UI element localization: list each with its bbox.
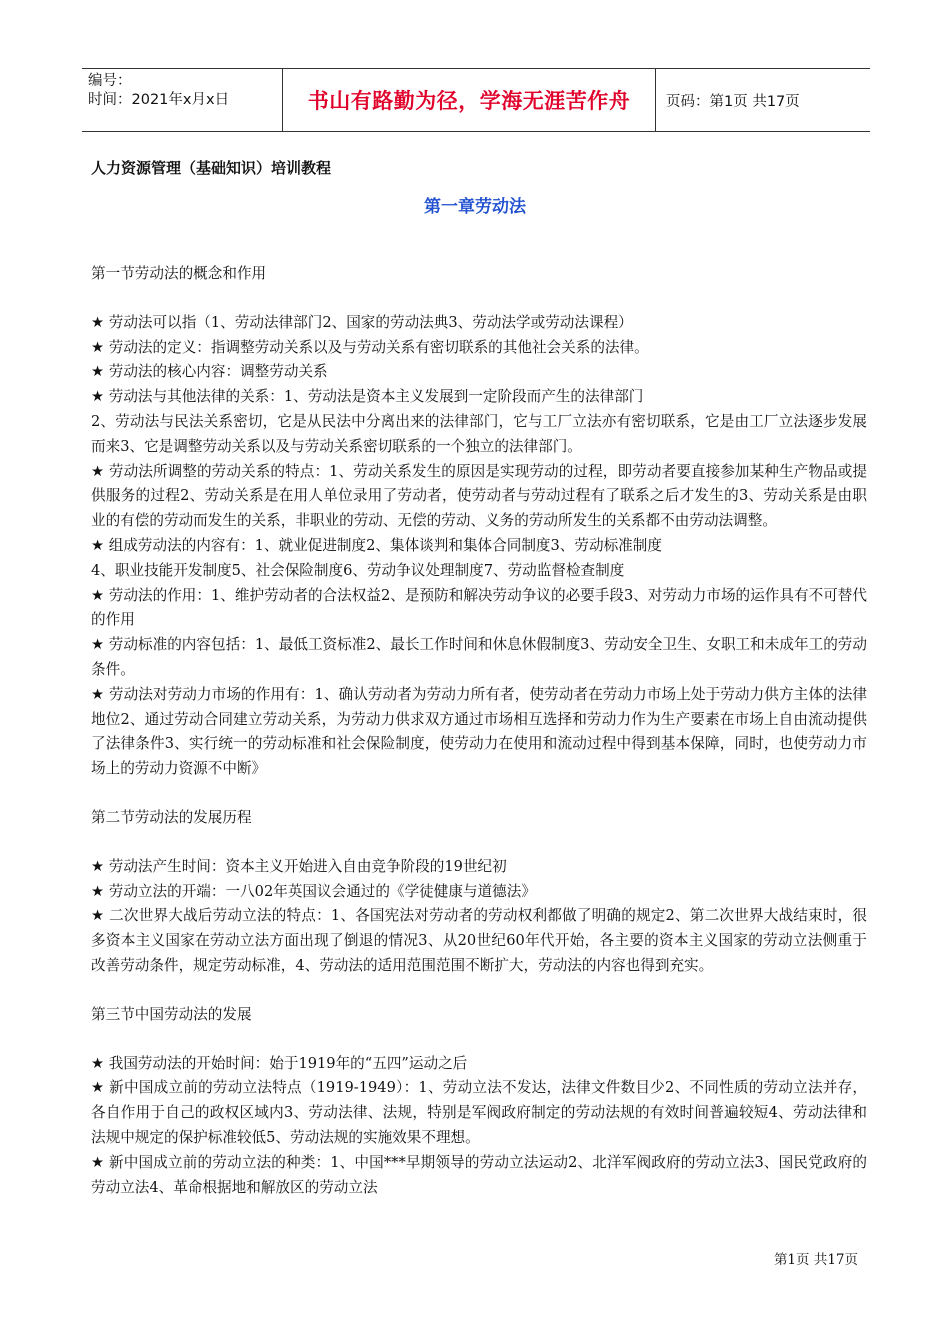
star-icon: ★: [91, 907, 105, 925]
paragraph: ★ 二次世界大战后劳动立法的特点：1、各国宪法对劳动者的劳动权利都做了明确的规定2、第二次世界大战结束时，很多资本主义国家在劳动立法方面出现了倒退的情况3、从20世纪60年代开始，各主要的资本主义国家的劳动立法侧重于改善劳动条件，规定劳动标准，4、劳动法的适用范围范围不断扩大，劳动法的内容也得到充实。: [91, 907, 867, 974]
paragraph: 4、职业技能开发制度5、社会保险制度6、劳动争议处理制度7、劳动监督检查制度: [91, 561, 625, 579]
star-icon: ★: [91, 462, 105, 480]
paragraph: ★ 劳动法的作用：1、维护劳动者的合法权益2、是预防和解决劳动争议的必要手段3、对劳动力市场的运作具有不可替代的作用: [91, 586, 868, 629]
paragraph: 2、劳动法与民法关系密切，它是从民法中分离出来的法律部门，它与工厂立法亦有密切联系，它是由工厂立法逐步发展而来3、它是调整劳动关系以及与劳动关系密切联系的一个独立的法律部门。: [91, 412, 867, 455]
star-icon: ★: [91, 857, 105, 875]
motto: 书山有路勤为径，学海无涯苦作舟: [282, 69, 656, 131]
header-left-cell: [82, 69, 282, 131]
section-3: [91, 1003, 867, 1201]
paragraph: ★ 劳动标准的内容包括：1、最低工资标准2、最长工作时间和休息休假制度3、劳动安全卫生、女职工和未成年工的劳动条件。: [91, 636, 868, 678]
paragraph: ★ 劳动法对劳动力市场的作用有：1、确认劳动者为劳动力所有者，使劳动者在劳动力市场上处于劳动力供方主体的法律地位2、通过劳动合同建立劳动关系，为劳动力供求双方通过市场相互选择和劳动力作为生产要素在市场上自由流动提供了法律条件3、实行统一的劳动标准和社会保险制度，使劳动力在使用和流动过程中得到基本保障，同时，也使劳动力市场上的劳动力资源不中断》: [91, 685, 867, 778]
paragraph: ★ 劳动法可以指（1、劳动法律部门2、国家的劳动法典3、劳动法学或劳动法课程）: [91, 313, 633, 331]
star-icon: ★: [91, 882, 105, 900]
paragraph: ★ 新中国成立前的劳动立法特点（1919-1949）：1、劳动立法不发达，法律文件数目少2、不同性质的劳动立法并存，各自作用于自己的政权区域内3、劳动法律、法规，特别是军阀政府制定的劳动法规的有效时间普遍较短4、劳动法律和法规中规定的保护标准较低5、劳动法规的实施效果不理想。: [91, 1079, 867, 1146]
paragraph: ★ 我国劳动法的开始时间：始于1919年的“五四”运动之后: [91, 1054, 468, 1072]
document-body: [91, 262, 867, 1200]
number-label: 编号：: [88, 73, 132, 89]
star-icon: ★: [91, 388, 105, 406]
paragraph: ★ 劳动法与其他法律的关系：1、劳动法是资本主义发展到一定阶段而产生的法律部门: [91, 388, 644, 406]
section-2: [91, 806, 867, 979]
date-label: 时间：2021年x月x日: [88, 92, 230, 108]
star-icon: ★: [91, 313, 105, 331]
star-icon: ★: [91, 586, 105, 604]
page-footer: 第1页 共17页: [773, 1252, 858, 1268]
paragraph: ★ 劳动法的定义：指调整劳动关系以及与劳动关系有密切联系的其他社会关系的法律。: [91, 338, 649, 356]
paragraph: ★ 组成劳动法的内容有：1、就业促进制度2、集体谈判和集体合同制度3、劳动标准制度: [91, 536, 662, 554]
section-heading: 第一节劳动法的概念和作用: [91, 265, 267, 282]
star-icon: ★: [91, 363, 105, 381]
chapter-title: 第一章劳动法: [424, 197, 526, 217]
document-title: 人力资源管理（基础知识）培训教程: [91, 159, 332, 177]
star-icon: ★: [91, 685, 105, 703]
section-1: [91, 262, 867, 782]
star-icon: ★: [91, 1153, 105, 1171]
paragraph: ★ 劳动法的核心内容：调整劳动关系: [91, 363, 328, 381]
section-heading: 第三节中国劳动法的发展: [91, 1005, 252, 1023]
paragraph: ★ 新中国成立前的劳动立法的种类：1、中国***早期领导的劳动立法运动2、北洋军阀政府的劳动立法3、国民党政府的劳动立法4、革命根据地和解放区的劳动立法: [91, 1153, 867, 1196]
header-table: [82, 68, 870, 132]
paragraph: ★ 劳动法所调整的劳动关系的特点：1、劳动关系发生的原因是实现劳动的过程，即劳动者要直接参加某种生产物品或提供服务的过程2、劳动关系是在用人单位录用了劳动者，使劳动者与劳动过程有了联系之后才发生的3、劳动关系是由职业的有偿的劳动而发生的关系，非职业的劳动、无偿的劳动、义务的劳动所发生的关系都不由劳动法调整。: [91, 462, 867, 530]
section-heading: 第二节劳动法的发展历程: [91, 808, 252, 826]
paragraph: ★ 劳动法产生时间：资本主义开始进入自由竞争阶段的19世纪初: [91, 857, 507, 875]
header-page-label: 页码：第1页 共17页: [666, 93, 800, 110]
star-icon: ★: [91, 1054, 105, 1072]
star-icon: ★: [91, 338, 105, 356]
star-icon: ★: [91, 636, 105, 654]
paragraph: ★ 劳动立法的开端：一八02年英国议会通过的《学徒健康与道德法》: [91, 882, 536, 900]
star-icon: ★: [91, 536, 105, 554]
star-icon: ★: [91, 1079, 105, 1097]
